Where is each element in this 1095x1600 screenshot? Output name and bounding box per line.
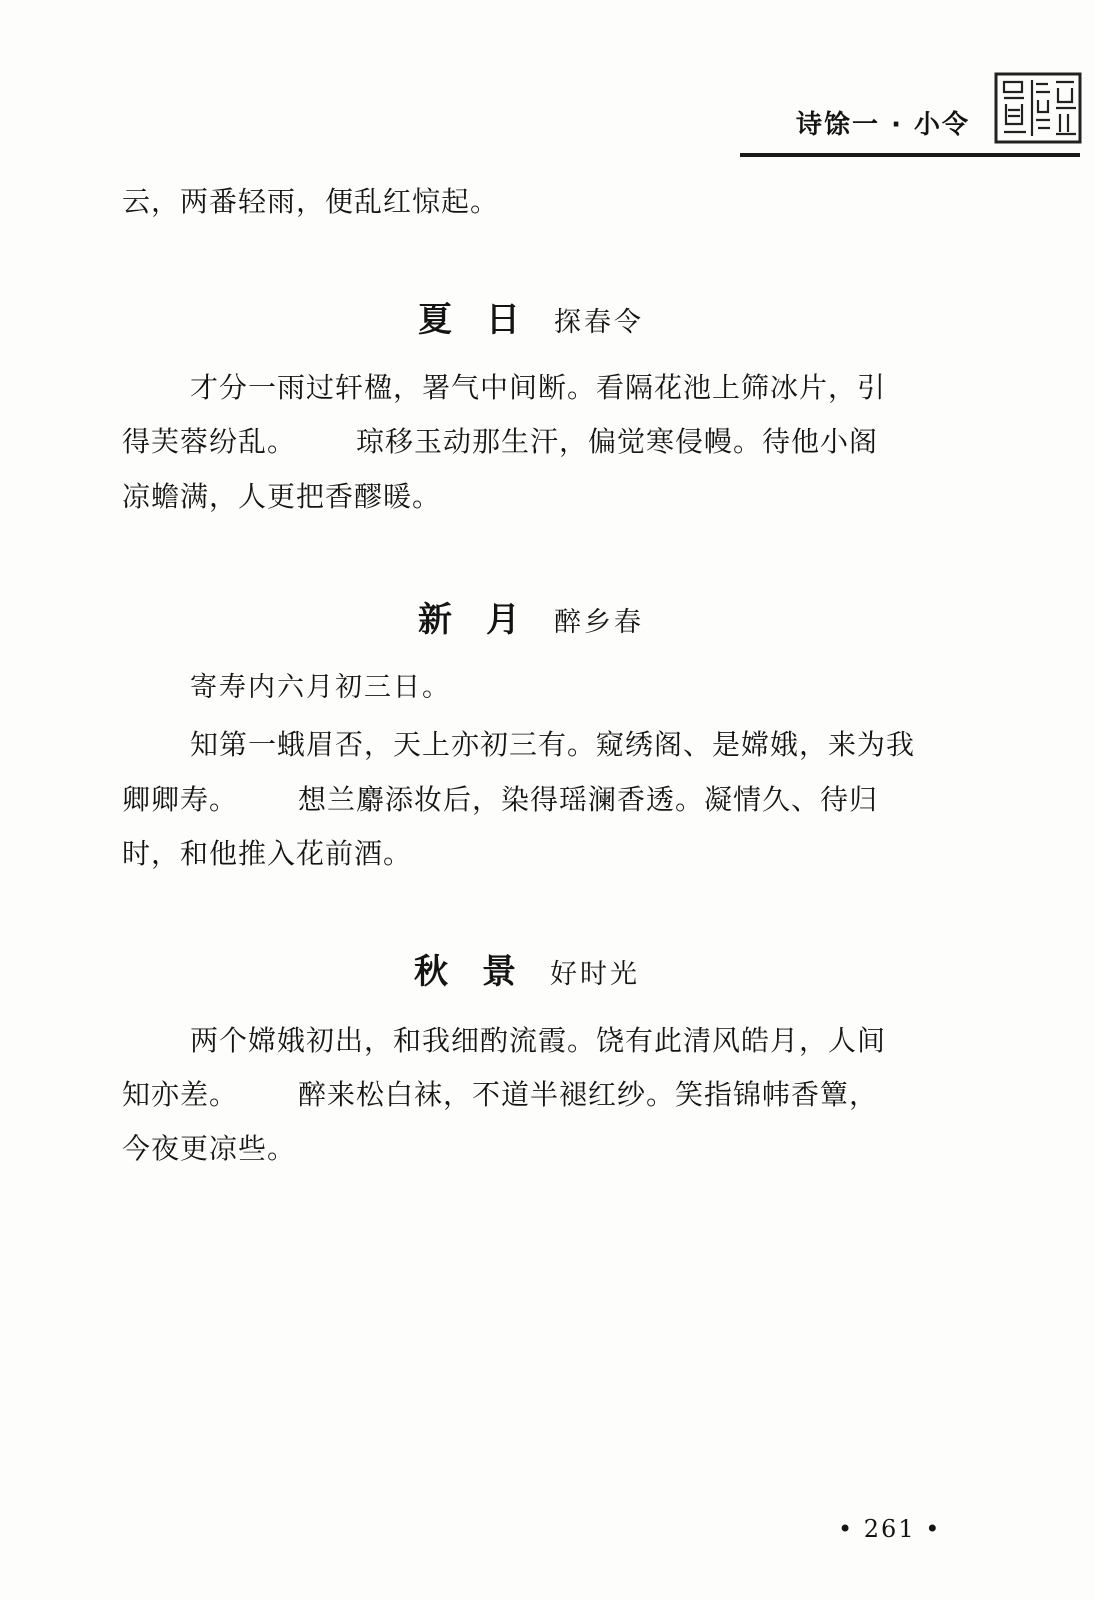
poem-heading [418,292,644,341]
poem-title: 夏日 [418,300,554,340]
poem-tune: 醉乡春 [554,607,644,638]
poem-line-segment: 醉来松白袜，不道半褪红纱。笑指锦帏香簟， [298,1078,879,1111]
poem-line: 凉蟾满，人更把香醪暖。 [122,480,442,513]
poem-line: 知第一蛾眉否，天上亦初三有。窥绣阁、是嫦娥，来为我 [190,728,916,761]
poem-line-segment: 知亦差。 [122,1078,239,1111]
poem-line: 才分一雨过轩楹，署气中间断。看隔花池上筛冰片，引 [190,371,887,404]
poem-line-segment: 琼移玉动那生汗，偏觉寒侵幔。待他小阁 [356,425,879,458]
carryover-line: 云，两番轻雨，便乱红惊起。 [122,185,500,218]
poem-preface: 寄寿内六月初三日。 [190,672,451,703]
poem-title: 新月 [418,600,554,640]
poem-line: 时，和他推入花前酒。 [122,837,413,870]
poem-line [122,782,878,818]
header-rule [740,153,1080,157]
poem-tune: 探春令 [554,307,644,338]
poem-line-segment: 卿卿寿。 [122,783,239,816]
poem-line-segment: 得芙蓉纷乱。 [122,425,297,458]
seal-stamp-icon [994,72,1082,144]
page-number: • 261 • [838,1515,942,1543]
poem-line [122,424,878,460]
poem-heading [414,944,640,993]
poem-heading [418,592,644,641]
poem-line-segment: 想兰麝添妆后，染得瑶澜香透。凝情久、待归 [298,783,879,816]
poem-title: 秋景 [414,952,550,992]
poem-line [122,1077,878,1113]
section-title: 诗馀一 · 小令 [796,110,970,140]
poem-line: 今夜更凉些。 [122,1132,297,1165]
poem-line: 两个嫦娥初出，和我细酌流霞。饶有此清风皓月，人间 [190,1024,887,1057]
poem-tune: 好时光 [550,959,640,990]
